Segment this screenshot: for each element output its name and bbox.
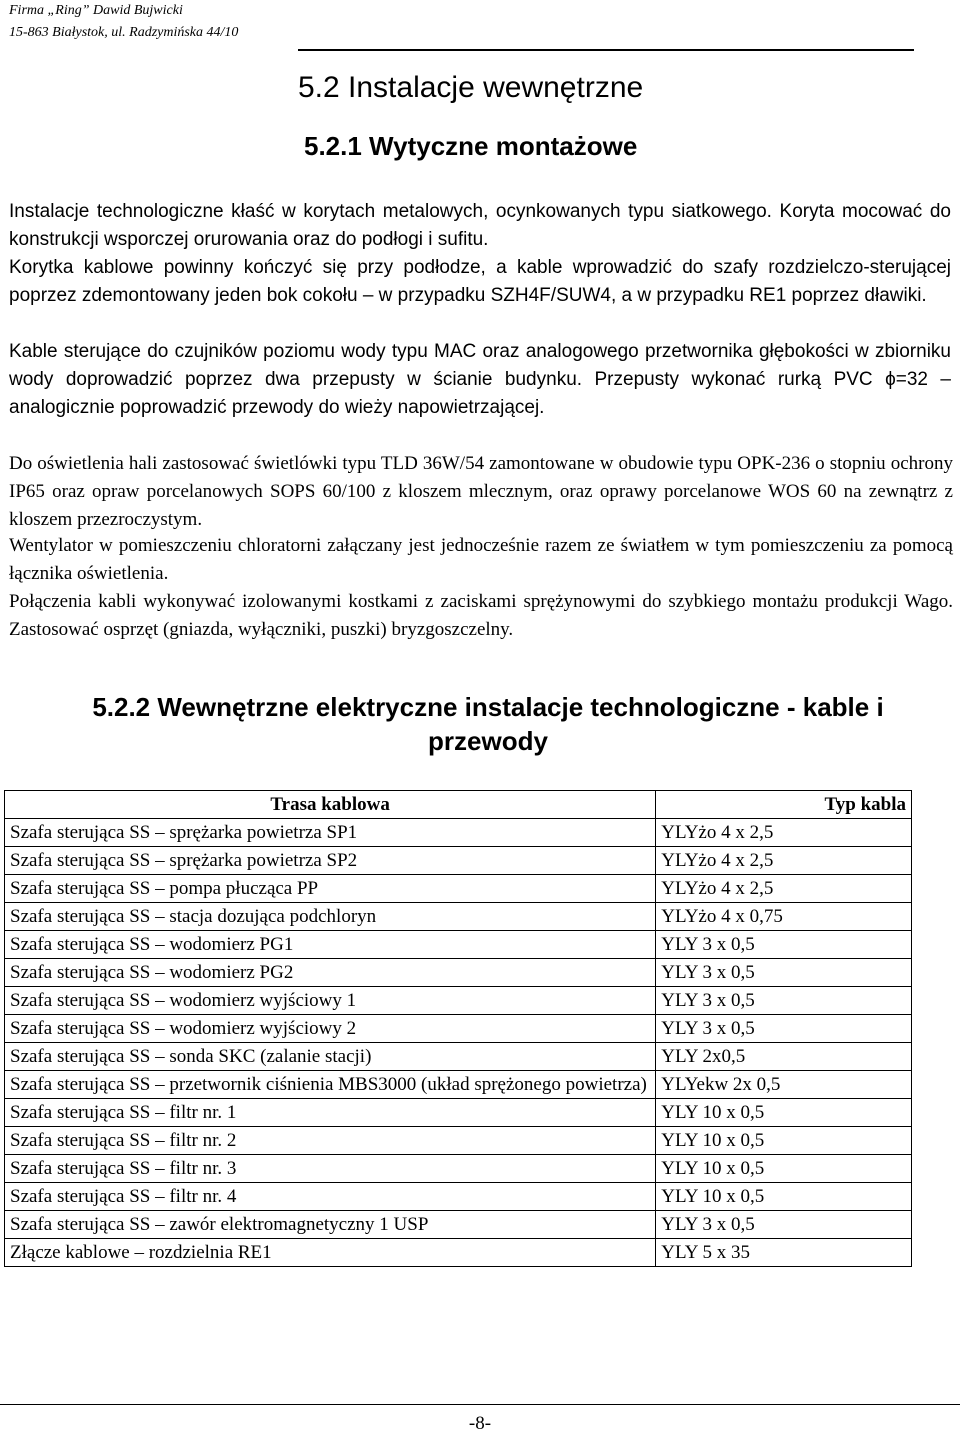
route-cell: Szafa sterująca SS – wodomierz PG1	[5, 931, 656, 959]
table-row	[5, 819, 912, 847]
route-cell: Szafa sterująca SS – pompa płucząca PP	[5, 875, 656, 903]
paragraph-connections: Połączenia kabli wykonywać izolowanymi kostkami z zaciskami sprężynowymi do szybkiego montażu produkcji Wago. Zastosować osprzęt (gniazda, wyłączniki, puszki) bryzgoszczelny.	[9, 591, 953, 640]
cable-type-cell: YLY 2x0,5	[656, 1043, 912, 1071]
cable-type-cell: YLY 10 x 0,5	[656, 1127, 912, 1155]
table-header-row	[5, 791, 912, 819]
route-cell: Szafa sterująca SS – filtr nr. 4	[5, 1183, 656, 1211]
route-cell: Szafa sterująca SS – filtr nr. 2	[5, 1127, 656, 1155]
table-row	[5, 1015, 912, 1043]
subsection-title-1: 5.2.1 Wytyczne montażowe	[304, 131, 638, 161]
footer-divider	[0, 1404, 960, 1405]
cable-type-cell: YLY 3 x 0,5	[656, 987, 912, 1015]
cable-type-cell: YLY 3 x 0,5	[656, 1211, 912, 1239]
company-name: Firma „Ring” Dawid Bujwicki	[9, 3, 183, 18]
paragraph-ventilation: Wentylator w pomieszczeniu chloratorni załączany jest jednocześnie razem ze światłem w tym pomieszczeniu za pomocą łącznika oświetlenia.	[9, 535, 953, 584]
column-header-cable-type: Typ kabla	[656, 791, 912, 819]
cable-type-cell: YLYekw 2x 0,5	[656, 1071, 912, 1099]
table-row	[5, 1071, 912, 1099]
cable-type-cell: YLYżo 4 x 2,5	[656, 847, 912, 875]
route-cell: Szafa sterująca SS – wodomierz wyjściowy 1	[5, 987, 656, 1015]
table-row	[5, 1127, 912, 1155]
subsection-title-2: 5.2.2 Wewnętrzne elektryczne instalacje technologiczne - kable i przewody	[92, 692, 884, 756]
table-row	[5, 987, 912, 1015]
cable-type-cell: YLY 3 x 0,5	[656, 1015, 912, 1043]
route-cell: Szafa sterująca SS – sonda SKC (zalanie stacji)	[5, 1043, 656, 1071]
cable-table	[4, 790, 912, 1267]
cable-type-cell: YLY 3 x 0,5	[656, 931, 912, 959]
route-cell: Szafa sterująca SS – stacja dozująca podchloryn	[5, 903, 656, 931]
section-title: 5.2 Instalacje wewnętrzne	[298, 71, 644, 104]
route-cell: Szafa sterująca SS – wodomierz wyjściowy 2	[5, 1015, 656, 1043]
route-cell: Szafa sterująca SS – wodomierz PG2	[5, 959, 656, 987]
paragraph-sensors: Kable sterujące do czujników poziomu wody typu MAC oraz analogowego przetwornika głębokości w zbiorniku wody doprowadzić poprzez dwa przepusty w ścianie budynku. Przepusty wykonać rurką PVC ϕ=32 – analogicznie poprowadzić przewody do wieży napowietrzającej.	[9, 341, 951, 418]
cable-type-cell: YLY 10 x 0,5	[656, 1155, 912, 1183]
table-row	[5, 931, 912, 959]
header-divider	[298, 49, 914, 51]
table-row	[5, 847, 912, 875]
table-row	[5, 903, 912, 931]
table-row	[5, 1099, 912, 1127]
cable-type-cell: YLYżo 4 x 2,5	[656, 819, 912, 847]
paragraph-cable-routing: Korytka kablowe powinny kończyć się przy podłodze, a kable wprowadzić do szafy rozdzielczo-sterującej poprzez zdemontowany jeden bok cokołu – w przypadku SZH4F/SUW4, a w przypadku RE1 poprzez dławiki.	[9, 257, 951, 306]
table-row	[5, 1211, 912, 1239]
company-address: 15-863 Białystok, ul. Radzymińska 44/10	[9, 25, 239, 40]
paragraph-trays: Instalacje technologiczne kłaść w korytach metalowych, ocynkowanych typu siatkowego. Koryta mocować do konstrukcji wsporczej orurowania oraz do podłogi i sufitu.	[9, 201, 951, 250]
route-cell: Szafa sterująca SS – sprężarka powietrza SP2	[5, 847, 656, 875]
cable-type-cell: YLY 5 x 35	[656, 1239, 912, 1267]
table-row	[5, 1183, 912, 1211]
table-row	[5, 1043, 912, 1071]
route-cell: Szafa sterująca SS – zawór elektromagnetyczny 1 USP	[5, 1211, 656, 1239]
table-row	[5, 875, 912, 903]
cable-type-cell: YLYżo 4 x 0,75	[656, 903, 912, 931]
route-cell: Złącze kablowe – rozdzielnia RE1	[5, 1239, 656, 1267]
column-header-route: Trasa kablowa	[5, 791, 656, 819]
table-body	[5, 819, 912, 1267]
route-cell: Szafa sterująca SS – przetwornik ciśnienia MBS3000 (układ sprężonego powietrza)	[5, 1071, 656, 1099]
cable-type-cell: YLYżo 4 x 2,5	[656, 875, 912, 903]
route-cell: Szafa sterująca SS – sprężarka powietrza SP1	[5, 819, 656, 847]
table-row	[5, 959, 912, 987]
table-row	[5, 1155, 912, 1183]
page-header	[9, 0, 238, 44]
page-number: -8-	[468, 1413, 492, 1434]
cable-type-cell: YLY 3 x 0,5	[656, 959, 912, 987]
cable-type-cell: YLY 10 x 0,5	[656, 1099, 912, 1127]
route-cell: Szafa sterująca SS – filtr nr. 3	[5, 1155, 656, 1183]
route-cell: Szafa sterująca SS – filtr nr. 1	[5, 1099, 656, 1127]
cable-type-cell: YLY 10 x 0,5	[656, 1183, 912, 1211]
paragraph-lighting: Do oświetlenia hali zastosować świetlówki typu TLD 36W/54 zamontowane w obudowie typu OPK-236 o stopniu ochrony IP65 oraz opraw porcelanowych SOPS 60/100 z kloszem mlecznym, oraz oprawy porcelanowe WOS 60 na zewnątrz z kloszem przezroczystym.	[9, 453, 953, 530]
table-row	[5, 1239, 912, 1267]
